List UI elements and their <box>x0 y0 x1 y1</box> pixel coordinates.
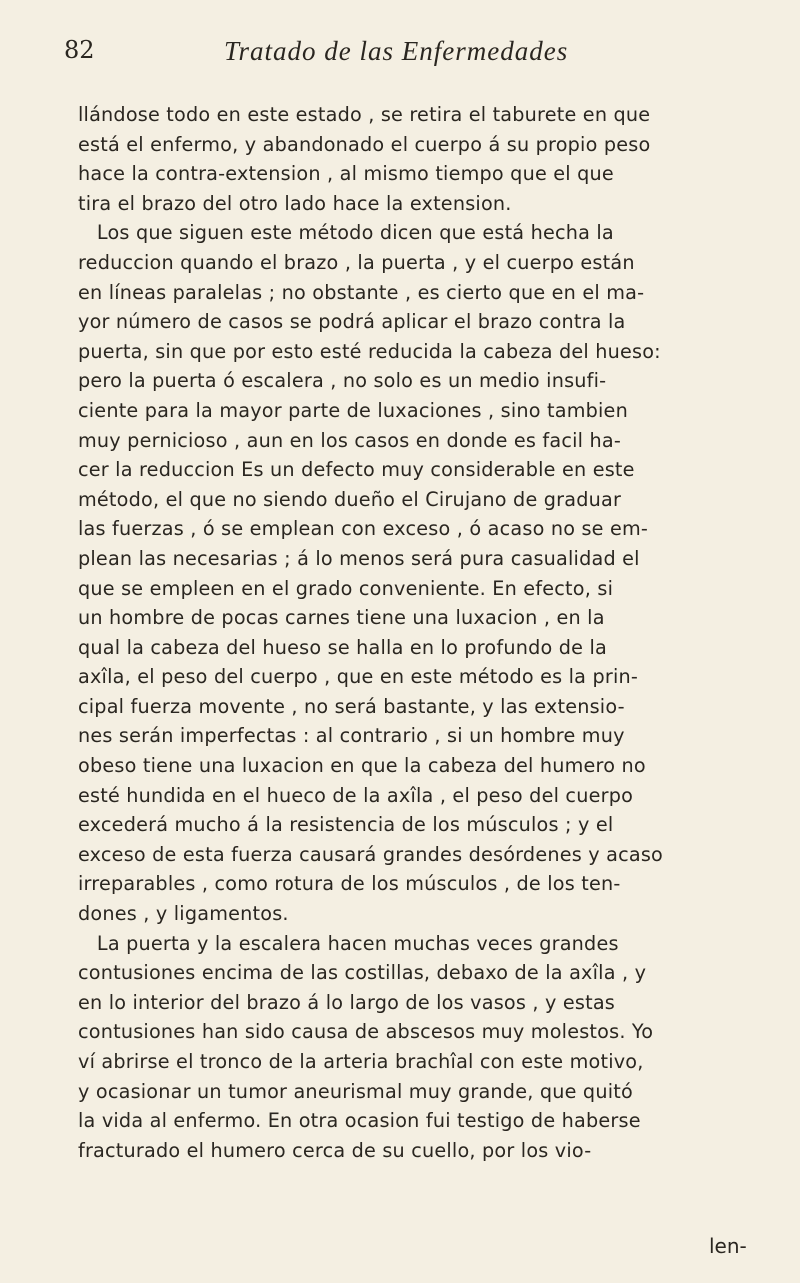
body-text <box>78 100 768 1165</box>
text-line: exceso de esta fuerza causará grandes desórdenes y acaso <box>78 842 664 866</box>
text-line: un hombre de pocas carnes tiene una luxacion , en la <box>78 606 605 630</box>
text-line: muy pernicioso , aun en los casos en donde es facil ha- <box>78 428 621 452</box>
text-line: yor número de casos se podrá aplicar el brazo contra la <box>78 310 626 334</box>
text-line: obeso tiene una luxacion en que la cabeza del humero no <box>78 754 646 778</box>
catchword: len- <box>709 1234 747 1258</box>
text-line: ví abrirse el tronco de la arteria brachîal con este motivo, <box>78 1050 644 1073</box>
page-number: 82 <box>64 36 95 64</box>
text-line: La puerta y la escalera hacen muchas veces grandes <box>78 931 619 955</box>
text-line: puerta, sin que por esto esté reducida la cabeza del hueso: <box>78 339 661 363</box>
text-line: está el enfermo, y abandonado el cuerpo á su propio peso <box>78 132 651 156</box>
text-line: Los que siguen este método dicen que está hecha la <box>78 221 614 245</box>
text-line: irreparables , como rotura de los músculos , de los ten- <box>78 872 621 896</box>
text-line: la vida al enfermo. En otra ocasion fui testigo de haberse <box>78 1109 641 1133</box>
text-line: pero la puerta ó escalera , no solo es un medio insufi- <box>78 369 607 393</box>
header-rule <box>64 78 734 79</box>
text-line: excederá mucho á la resistencia de los músculos ; y el <box>78 813 614 837</box>
text-line: plean las necesarias ; á lo menos será pura casualidad el <box>78 546 640 570</box>
text-line: llándose todo en este estado , se retira el taburete en que <box>78 103 651 126</box>
text-line: las fuerzas , ó se emplean con exceso , ó acaso no se em- <box>78 517 649 541</box>
text-line: contusiones encima de las costillas, debaxo de la axîla , y <box>78 961 647 985</box>
text-line: cer la reduccion Es un defecto muy considerable en este <box>78 458 635 482</box>
text-line: fracturado el humero cerca de su cuello, por los vio- <box>78 1138 592 1162</box>
text-line: axîla, el peso del cuerpo , que en este método es la prin- <box>78 665 638 689</box>
text-line: qual la cabeza del hueso se halla en lo profundo de la <box>78 635 607 659</box>
text-line: método, el que no siendo dueño el Cirujano de graduar <box>78 487 622 511</box>
text-line: tira el brazo del otro lado hace la extension. <box>78 191 512 215</box>
text-line: cipal fuerza movente , no será bastante, y las extensio- <box>78 694 625 718</box>
text-line: nes serán imperfectas : al contrario , si un hombre muy <box>78 724 625 748</box>
text-line: y ocasionar un tumor aneurismal muy grande, que quitó <box>78 1079 633 1103</box>
text-line: esté hundida en el hueco de la axîla , el peso del cuerpo <box>78 783 634 807</box>
text-line: en líneas paralelas ; no obstante , es cierto que en el ma- <box>78 280 645 304</box>
text-line: ciente para la mayor parte de luxaciones , sino tambien <box>78 398 628 422</box>
text-line: en lo interior del brazo á lo largo de los vasos , y estas <box>78 990 616 1014</box>
text-line: dones , y ligamentos. <box>78 902 289 926</box>
text-line: que se empleen en el grado conveniente. En efecto, si <box>78 576 614 600</box>
text-line: contusiones han sido causa de abscesos muy molestos. Yo <box>78 1020 654 1044</box>
running-title: Tratado de las Enfermedades <box>224 36 569 66</box>
page-header <box>64 36 734 76</box>
text-line: reduccion quando el brazo , la puerta , y el cuerpo están <box>78 250 635 274</box>
text-line: hace la contra-extension , al mismo tiempo que el que <box>78 162 614 186</box>
